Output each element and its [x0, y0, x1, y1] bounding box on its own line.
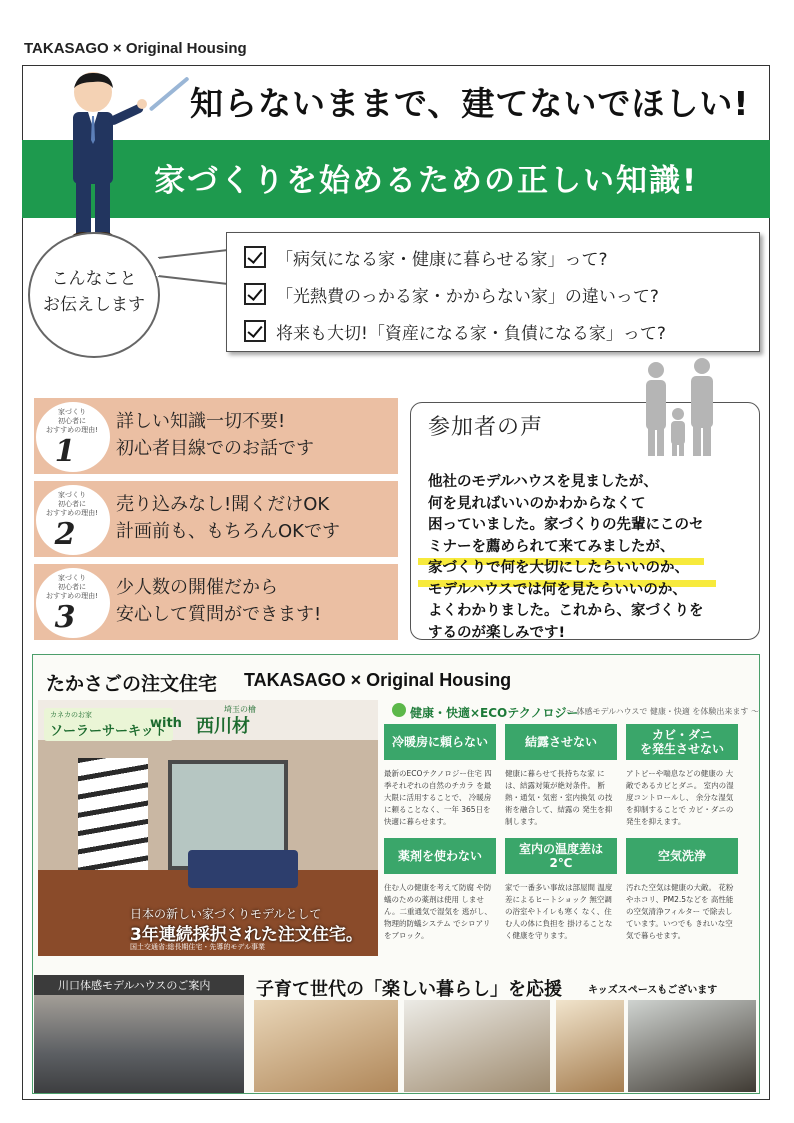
banner-text: 家づくりを始めるための正しい知識! [154, 163, 699, 199]
photo-caption: 日本の新しい家づくりモデルとして [130, 907, 322, 921]
reason-card [34, 398, 398, 474]
reason-text: 少人数の開催だから 安心して質問ができます! [116, 577, 322, 625]
wood-label: 埼玉の檜 [224, 705, 256, 714]
checklist-item: 「病気になる家・健康に暮らせる家」って? [244, 244, 608, 270]
house-title: たかさごの注文住宅 [46, 673, 218, 695]
with-text: with [150, 716, 182, 731]
reason-text: 売り込みなし!聞くだけOK 計画前も、もちろんOKです [116, 494, 340, 542]
checkbox-icon [244, 283, 266, 305]
headline: 知らないままで、建てないでほしい! [190, 84, 750, 123]
eco-heading: 健康・快適×ECOテクノロジー [410, 706, 579, 720]
solar-circuit-logo: カネカのお家 ソーラーサーキット [44, 708, 173, 741]
checklist-item: 将来も大切!「資産になる家・負債になる家」って? [244, 318, 666, 344]
bubble-tail [156, 244, 230, 290]
house-brand: TAKASAGO × Original Housing [244, 670, 512, 690]
family-silhouette-icon [636, 358, 726, 458]
reason-card [34, 481, 398, 557]
teacher-illustration [48, 70, 148, 245]
reason-tag: 家づくり 初心者に おすすめの理由! [46, 574, 98, 600]
reason-card [34, 564, 398, 640]
kids-photo [404, 1000, 550, 1092]
kids-photo [556, 1000, 624, 1092]
intro-bubble-text: こんなこと お伝えします [43, 269, 145, 315]
nishikawa-wood: 西川材 [196, 716, 250, 737]
reason-text: 詳しい知識一切不要! 初心者目線でのお話です [116, 411, 314, 459]
kids-photo [628, 1000, 756, 1092]
reason-tag: 家づくり 初心者に おすすめの理由! [46, 408, 98, 434]
voice-body: 他社のモデルハウスを見ましたが、 何を見ればいいのかわからなくて 困っていました。家づくりの先輩にこのセ ミナーを薦められて来てみましたが、 家づくりで何を大切にしたらいいのか、 モデルハウスでは何を見たらいいのか、 よくわかりました。これから、家づくりを するのが楽しみです! [428, 474, 704, 641]
checkbox-icon [244, 320, 266, 342]
model-house-caption: 川口体感モデルハウスのご案内 [58, 979, 211, 992]
reason-number: 1 [54, 434, 76, 469]
photo-caption-note: 国土交通省:総長期住宅・先導的モデル事業 [130, 943, 266, 951]
checkbox-icon [244, 246, 266, 268]
voice-title: 参加者の声 [428, 415, 544, 440]
checklist-item: 「光熱費のっかる家・かからない家」の違いって? [244, 281, 659, 307]
eco-subheading: 〜 体感モデルハウスで 健康・快適 を体験出来ます 〜 [566, 707, 759, 716]
reason-number: 2 [54, 517, 76, 552]
kids-subtitle: キッズスペースもございます [588, 985, 718, 996]
kids-photo [254, 1000, 398, 1092]
photo-caption-main: 3年連続採択された注文住宅。 [130, 925, 363, 945]
leaf-icon [392, 703, 406, 717]
reason-number: 3 [54, 600, 76, 635]
reason-tag: 家づくり 初心者に おすすめの理由! [46, 491, 98, 517]
brand-header: TAKASAGO × Original Housing [24, 40, 247, 57]
kids-title: 子育て世代の「楽しい暮らし」を応援 [256, 979, 562, 1000]
